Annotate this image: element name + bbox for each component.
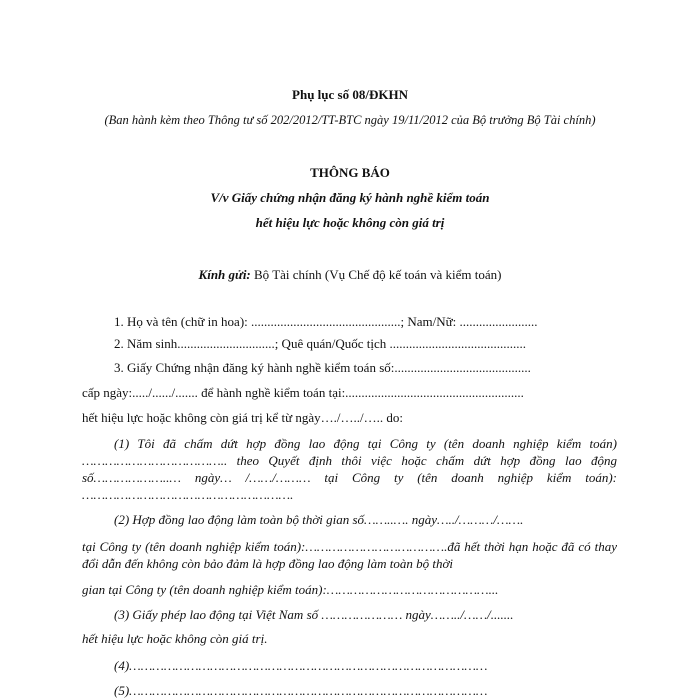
reason-2-line2: tại Công ty (tên doanh nghiệp kiểm toán):……………………………….đã hết thời hạn hoặc đã có thay đổi dẫn đến không còn bảo đảm là hợp đồng lao động làm toàn bộ thời xyxy=(82,539,617,571)
reason-5: (5)………………………………………………………………………………… xyxy=(114,683,488,698)
reason-3-line2: hết hiệu lực hoặc không còn giá trị. xyxy=(82,631,268,646)
field-expiry-date: hết hiệu lực hoặc không còn giá trị kể từ ngày…./…../….. do: xyxy=(82,410,403,425)
field-certificate-number: 3. Giấy Chứng nhận đăng ký hành nghề kiểm toán số:.......................................... xyxy=(114,360,531,375)
notice-subtitle-line2: hết hiệu lực hoặc không còn giá trị xyxy=(255,215,445,230)
reason-2-line1: (2) Hợp đồng lao động làm toàn bộ thời gian số……..…. ngày…../………/……. xyxy=(114,512,524,527)
field-fullname-gender: 1. Họ và tên (chữ in hoa): ..............................................; Nam/Nữ: ........................ xyxy=(114,314,538,329)
reason-2-line3: gian tại Công ty (tên doanh nghiệp kiểm toán):……………………………………... xyxy=(82,582,499,597)
appendix-title: Phụ lục số 08/ĐKHN xyxy=(292,87,408,102)
recipient-line xyxy=(0,267,700,283)
issued-note: (Ban hành kèm theo Thông tư số 202/2012/TT-BTC ngày 19/11/2012 của Bộ trưởng Bộ Tài chính) xyxy=(104,113,596,127)
reason-1: (1) Tôi đã chấm dứt hợp đồng lao động tại Công ty (tên doanh nghiệp kiểm toán) ……………………………….. theo Quyết định thôi việc hoặc chấm dứt hợp đồng lao động số………………..… ngày… /……/……… tại Công ty (tên doanh nghiệp kiểm toán): ………………………………………………. xyxy=(82,436,617,502)
reason-4: (4)………………………………………………………………………………… xyxy=(114,658,488,673)
field-issue-date-place: cấp ngày:...../....../....... để hành nghề kiểm toán tại:....................................................... xyxy=(82,385,524,400)
notice-subtitle-line1: V/v Giấy chứng nhận đăng ký hành nghề kiểm toán xyxy=(210,190,490,205)
recipient-value: Bộ Tài chính (Vụ Chế độ kế toán và kiểm toán) xyxy=(250,267,502,282)
field-birthyear-hometown: 2. Năm sinh..............................; Quê quán/Quốc tịch .......................................... xyxy=(114,336,526,351)
notice-title: THÔNG BÁO xyxy=(310,165,390,180)
recipient-label: Kính gửi: xyxy=(198,267,251,282)
reason-3-line1: (3) Giấy phép lao động tại Việt Nam số ………………… ngày……../……/....... xyxy=(114,607,514,622)
